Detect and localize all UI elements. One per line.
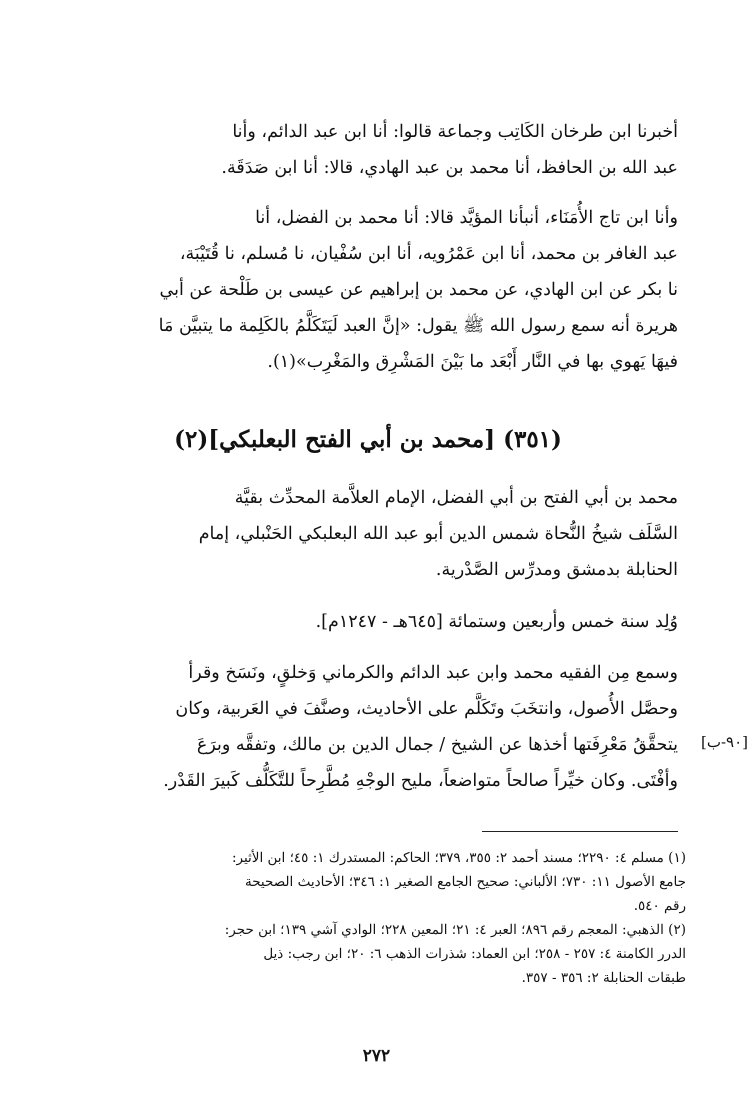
paragraph-studies [58,655,678,799]
entry-heading: (٣٥١) [محمد بن أبي الفتح البعلبكي](٢) [174,426,562,453]
text-line: وحصَّل الأُصول، وانتخَبَ وتَكَلَّم على الأحاديث، وصنَّفَ في العَربية، وكان [175,699,678,719]
text-line: نا بكر عن ابن الهادي، عن محمد بن إبراهيم عن عيسى بن طَلْحة عن أبي [159,280,678,300]
text-line: أخبرنا ابن طرخان الكَاتِب وجماعة قالوا: أنا ابن عبد الدائم، وأنا [232,122,678,142]
footnote-line: (١) مسلم ٤: ٢٢٩٠؛ مسند أحمد ٢: ٣٥٥، ٣٧٩؛ الحاكم: المستدرك ١: ٤٥؛ ابن الأثير: [231,850,686,866]
text-line: فيهَا يَهوي بها في النَّار أَبْعَد ما بَيْنَ المَشْرِق والمَغْرِب»(١). [267,352,678,372]
footnote-line: طبقات الحنابلة ٢: ٣٥٦ - ٣٥٧. [521,970,686,986]
paragraph-isnad-2 [58,200,678,380]
footnote-line: (٢) الذهبي: المعجم رقم ٨٩٦؛ العبر ٤: ٢١؛ المعين ٢٢٨؛ الوادي آشي ١٣٩؛ ابن حجر: [224,922,686,938]
footnote-line: رقم ٥٤٠. [633,898,686,914]
footnote-line: الدرر الكامنة ٤: ٢٥٧ - ٢٥٨؛ ابن العماد: شذرات الذهب ٦: ٢٠؛ ابن رجب: ذيل [263,946,686,962]
footnote-line: جامع الأصول ١١: ٧٣٠؛ الألباني: صحيح الجامع الصغير ١: ٣٤٦؛ الأحاديث الصحيحة [244,874,686,890]
paragraph-birth [58,604,678,640]
text-line: وأنا ابن تاج الأُمَنَاء، أنبأنا المؤيَّد قالا: أنا محمد بن الفضل، أنا [255,208,678,228]
text-line: عبد الغافر بن محمد، أنا ابن عَمْرُويه، أنا ابن سُفْيان، نا مُسلم، نا قُتَيْبَة، [179,244,678,264]
text-line: السَّلَف شيخُ النُّحاة شمس الدين أبو عبد الله البعلبكي الحَنْبلي، إمام [198,524,678,544]
text-line: وُلِد سنة خمس وأربعين وستمائة [٦٤٥هـ - ١٢٤٧م]. [315,612,678,632]
page-number: ٢٧٢ [362,1046,391,1066]
text-line: محمد بن أبي الفتح بن أبي الفضل، الإمام العلاَّمة المحدِّث بقيَّة [234,488,678,508]
text-line: الحنابلة بدمشق ومدرِّس الصَّدْرية. [435,560,678,580]
text-line: يتحقَّقُ مَعْرِفَتها أخذها عن الشيخ / جمال الدين بن مالك، وتفقَّه وبرَعَ [196,735,678,755]
manuscript-folio-note: [٩٠-ب] [700,733,748,751]
text-line: هريرة أنه سمع رسول الله ﷺ يقول: «إنَّ العبد لَيَتَكَلَّمُ بالكَلِمة ما يتبيَّن مَا [158,316,678,336]
paragraph-biography [58,480,678,588]
footnote-divider [482,831,678,832]
paragraph-isnad-1 [58,114,678,186]
text-line: وأفْتَى. وكان خيِّراً صالحاً متواضعاً، مليح الوجْهِ مُطَّرِحاً للتَّكَلُّف كَبيرَ القَدْر. [163,771,678,791]
text-line: وسمع مِن الفقيه محمد وابن عبد الدائم والكرماني وَخلقٍ، ونَسَخ وقرأ [188,663,678,683]
footnotes [58,847,686,991]
text-line: عبد الله بن الحافظ، أنا محمد بن عبد الهادي، قالا: أنا ابن صَدَقَة. [221,158,678,178]
